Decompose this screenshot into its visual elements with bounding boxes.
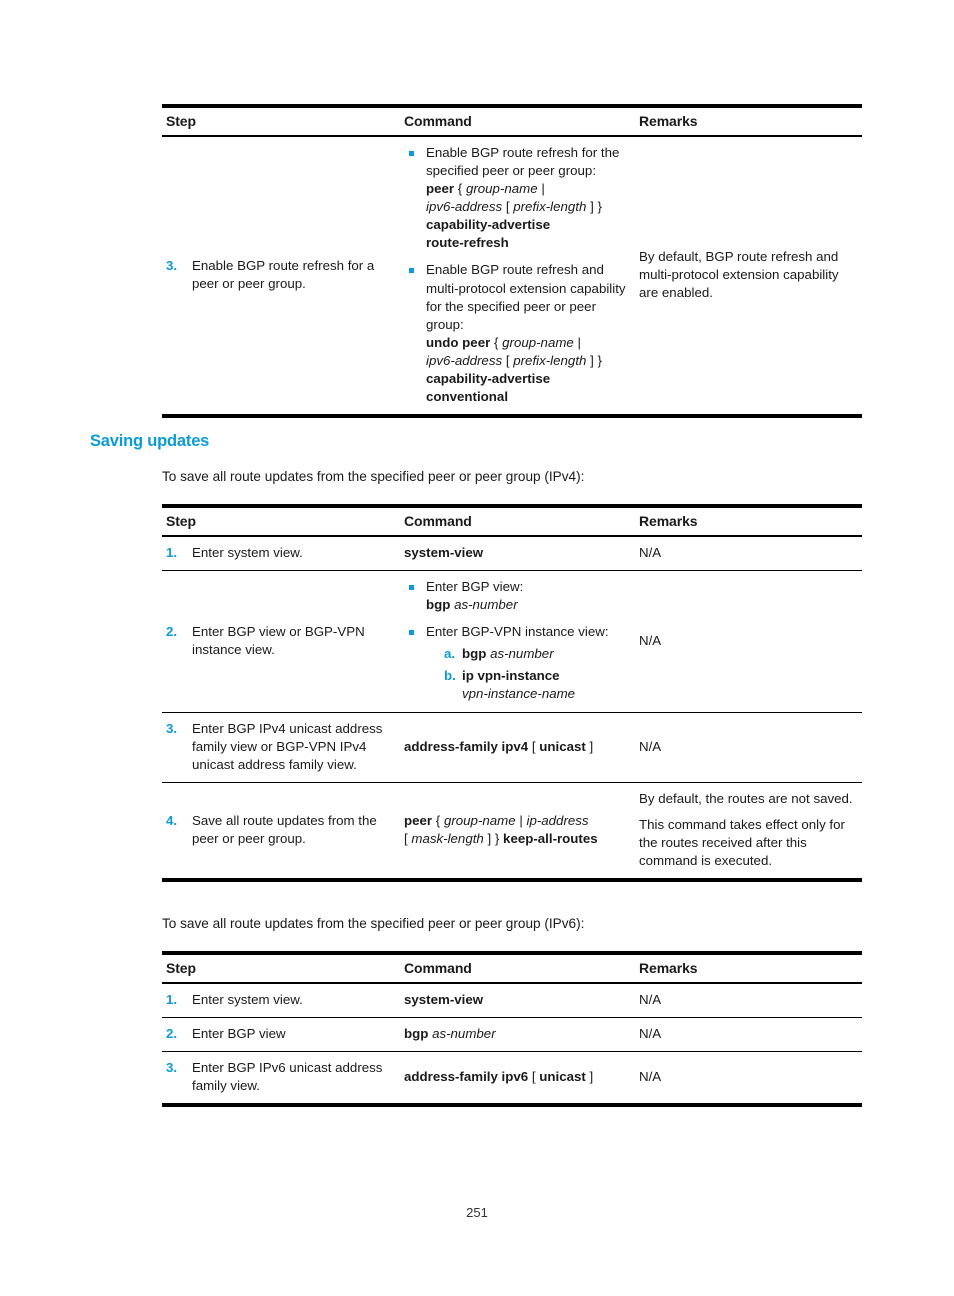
table-row xyxy=(162,712,862,782)
command-keyword: conventional xyxy=(426,389,509,405)
command-cell xyxy=(400,712,635,782)
command-parameter: group-name xyxy=(443,812,516,828)
command-bullet-list xyxy=(404,578,627,703)
command-syntax-line xyxy=(404,1026,496,1041)
step-number: 3. xyxy=(166,257,178,273)
section-heading-saving-updates: Saving updates xyxy=(90,432,210,450)
syntax-punct: [ xyxy=(528,1069,540,1085)
bullet-intro-text: Enter BGP view: xyxy=(426,579,524,595)
remarks-text: N/A xyxy=(639,992,662,1007)
remarks-cell xyxy=(635,1018,862,1052)
command-syntax-line xyxy=(404,739,593,754)
command-keyword: bgp xyxy=(462,646,487,662)
step-number: 3. xyxy=(166,1060,178,1076)
step-label: Enter BGP IPv4 unicast address family view or BGP-VPN IPv4 unicast address family view. xyxy=(192,720,383,772)
remarks-cell xyxy=(635,1052,862,1106)
column-header-step: Step xyxy=(162,506,400,536)
command-keyword: address-family ipv4 xyxy=(404,738,529,754)
step-cell xyxy=(162,136,400,416)
substep-marker: a. xyxy=(444,646,456,662)
command-parameter: group-name xyxy=(465,181,538,197)
bullet-intro-text: Enable BGP route refresh and multi-protocol extension capability for the specified peer or peer group: xyxy=(426,262,626,332)
command-syntax-line xyxy=(426,180,627,198)
command-parameter: ipv6-address xyxy=(426,352,503,368)
step-label: Enter system view. xyxy=(192,545,303,560)
step-cell xyxy=(162,983,400,1018)
command-syntax-line xyxy=(404,1069,593,1084)
command-bullet-list xyxy=(404,144,627,406)
syntax-punct: | xyxy=(515,812,527,828)
command-syntax-line xyxy=(426,198,627,216)
command-keyword: capability-advertise xyxy=(426,370,551,386)
command-keyword: keep-all-routes xyxy=(503,830,598,846)
step-number: 4. xyxy=(166,812,178,828)
command-syntax-line xyxy=(404,812,627,830)
step-number: 3. xyxy=(166,720,178,736)
command-cell xyxy=(400,536,635,571)
step-label: Save all route updates from the peer or peer group. xyxy=(192,812,377,846)
command-keyword: capability-advertise xyxy=(426,217,551,233)
syntax-punct: [ xyxy=(502,199,514,215)
syntax-punct: [ xyxy=(502,352,514,368)
command-keyword: undo peer xyxy=(426,334,491,350)
syntax-punct: { xyxy=(454,181,466,197)
table-header-row xyxy=(162,953,862,983)
page-number: 251 xyxy=(466,1205,488,1220)
paragraph-ipv6-intro: To save all route updates from the specified peer or peer group (IPv6): xyxy=(162,916,585,931)
bullet-intro-text: Enter BGP-VPN instance view: xyxy=(426,624,609,640)
syntax-punct: | xyxy=(537,181,545,197)
table-row xyxy=(162,136,862,416)
syntax-punct: ] } xyxy=(586,352,602,368)
command-syntax-line xyxy=(426,596,627,614)
syntax-punct: | xyxy=(573,334,581,350)
step-label: Enter BGP view xyxy=(192,1026,286,1042)
step-label: Enter BGP view or BGP-VPN instance view. xyxy=(192,623,365,657)
command-substep-list xyxy=(426,645,627,703)
command-substep-item xyxy=(444,645,627,663)
column-header-step: Step xyxy=(162,953,400,983)
command-parameter: vpn-instance-name xyxy=(462,686,576,702)
syntax-punct: [ xyxy=(528,738,540,754)
step-label: Enter BGP IPv6 unicast address family view. xyxy=(192,1060,383,1094)
table-row xyxy=(162,782,862,880)
command-parameter: ip-address xyxy=(526,812,589,828)
column-header-command: Command xyxy=(400,506,635,536)
command-keyword: address-family ipv6 xyxy=(404,1069,529,1085)
command-cell xyxy=(400,571,635,712)
command-keyword: route-refresh xyxy=(426,235,509,251)
command-bullet-item xyxy=(404,578,627,614)
remarks-cell xyxy=(635,712,862,782)
command-parameter: prefix-length xyxy=(513,199,587,215)
table-row xyxy=(162,1018,862,1052)
table-row xyxy=(162,571,862,712)
remarks-text: By default, the routes are not saved. xyxy=(639,790,853,806)
command-syntax-line xyxy=(426,352,627,370)
remarks-text: N/A xyxy=(639,1069,662,1085)
step-cell xyxy=(162,571,400,712)
table-header-row xyxy=(162,506,862,536)
syntax-punct: ] xyxy=(585,738,594,754)
command-bullet-item xyxy=(404,623,627,703)
substep-marker: b. xyxy=(444,668,456,684)
command-bullet-item xyxy=(404,261,627,406)
table-saving-updates-ipv4 xyxy=(162,504,862,882)
remarks-text: N/A xyxy=(639,738,662,754)
command-cell xyxy=(400,782,635,880)
remarks-cell xyxy=(635,571,862,712)
command-syntax-line xyxy=(426,334,627,352)
command-cell xyxy=(400,1018,635,1052)
command-keyword-optional: unicast xyxy=(539,1069,586,1085)
step-cell xyxy=(162,1052,400,1106)
remarks-cell xyxy=(635,782,862,880)
remarks-cell xyxy=(635,136,862,416)
syntax-punct: ] } xyxy=(483,830,504,846)
command-keyword: system-view xyxy=(404,992,484,1007)
step-number: 1. xyxy=(166,992,178,1007)
command-syntax-line xyxy=(404,830,627,848)
command-parameter: as-number xyxy=(428,1026,496,1042)
command-keyword: peer xyxy=(404,812,433,828)
syntax-punct: { xyxy=(490,334,503,350)
command-cell xyxy=(400,1052,635,1106)
command-cell xyxy=(400,983,635,1018)
table-route-refresh xyxy=(162,104,862,418)
command-cell xyxy=(400,136,635,416)
step-label: Enable BGP route refresh for a peer or peer group. xyxy=(192,257,375,292)
command-parameter: as-number xyxy=(450,597,518,613)
command-bullet-item xyxy=(404,144,627,252)
paragraph-ipv4-intro: To save all route updates from the specified peer or peer group (IPv4): xyxy=(162,469,585,484)
table-header-row xyxy=(162,106,862,136)
step-label: Enter system view. xyxy=(192,992,303,1007)
bullet-intro-text: Enable BGP route refresh for the specified peer or peer group: xyxy=(426,145,620,179)
command-keyword: bgp xyxy=(426,597,451,613)
syntax-punct: { xyxy=(432,812,444,828)
remarks-text: This command takes effect only for the routes received after this command is executed. xyxy=(639,816,845,869)
step-cell xyxy=(162,712,400,782)
command-keyword: peer xyxy=(426,181,455,197)
column-header-remarks: Remarks xyxy=(635,506,862,536)
command-keyword-optional: unicast xyxy=(539,738,586,754)
column-header-remarks: Remarks xyxy=(635,106,862,136)
step-cell xyxy=(162,536,400,571)
step-number: 1. xyxy=(166,545,178,560)
remarks-text: N/A xyxy=(639,632,662,648)
syntax-punct: ] xyxy=(585,1069,594,1085)
column-header-step: Step xyxy=(162,106,400,136)
command-substep-item xyxy=(444,667,627,703)
step-cell xyxy=(162,782,400,880)
remarks-text: N/A xyxy=(639,1026,662,1042)
remarks-cell xyxy=(635,536,862,571)
table-row xyxy=(162,983,862,1018)
command-keyword: bgp xyxy=(404,1026,429,1042)
column-header-command: Command xyxy=(400,953,635,983)
command-parameter: ipv6-address xyxy=(426,199,503,215)
table-row xyxy=(162,536,862,571)
remarks-text: By default, BGP route refresh and multi-protocol extension capability are enabled. xyxy=(639,248,839,301)
column-header-command: Command xyxy=(400,106,635,136)
step-number: 2. xyxy=(166,1026,178,1042)
step-number: 2. xyxy=(166,623,178,639)
step-cell xyxy=(162,1018,400,1052)
command-keyword: ip vpn-instance xyxy=(462,668,560,684)
command-parameter: prefix-length xyxy=(513,352,587,368)
remarks-text: N/A xyxy=(639,545,662,560)
column-header-remarks: Remarks xyxy=(635,953,862,983)
command-parameter: mask-length xyxy=(411,830,484,846)
command-parameter: as-number xyxy=(486,646,554,662)
remarks-cell xyxy=(635,983,862,1018)
syntax-punct: ] } xyxy=(586,199,602,215)
syntax-punct: [ xyxy=(404,830,412,846)
command-keyword: system-view xyxy=(404,545,484,560)
table-saving-updates-ipv6 xyxy=(162,951,862,1107)
table-row xyxy=(162,1052,862,1106)
command-parameter: group-name xyxy=(502,334,574,350)
